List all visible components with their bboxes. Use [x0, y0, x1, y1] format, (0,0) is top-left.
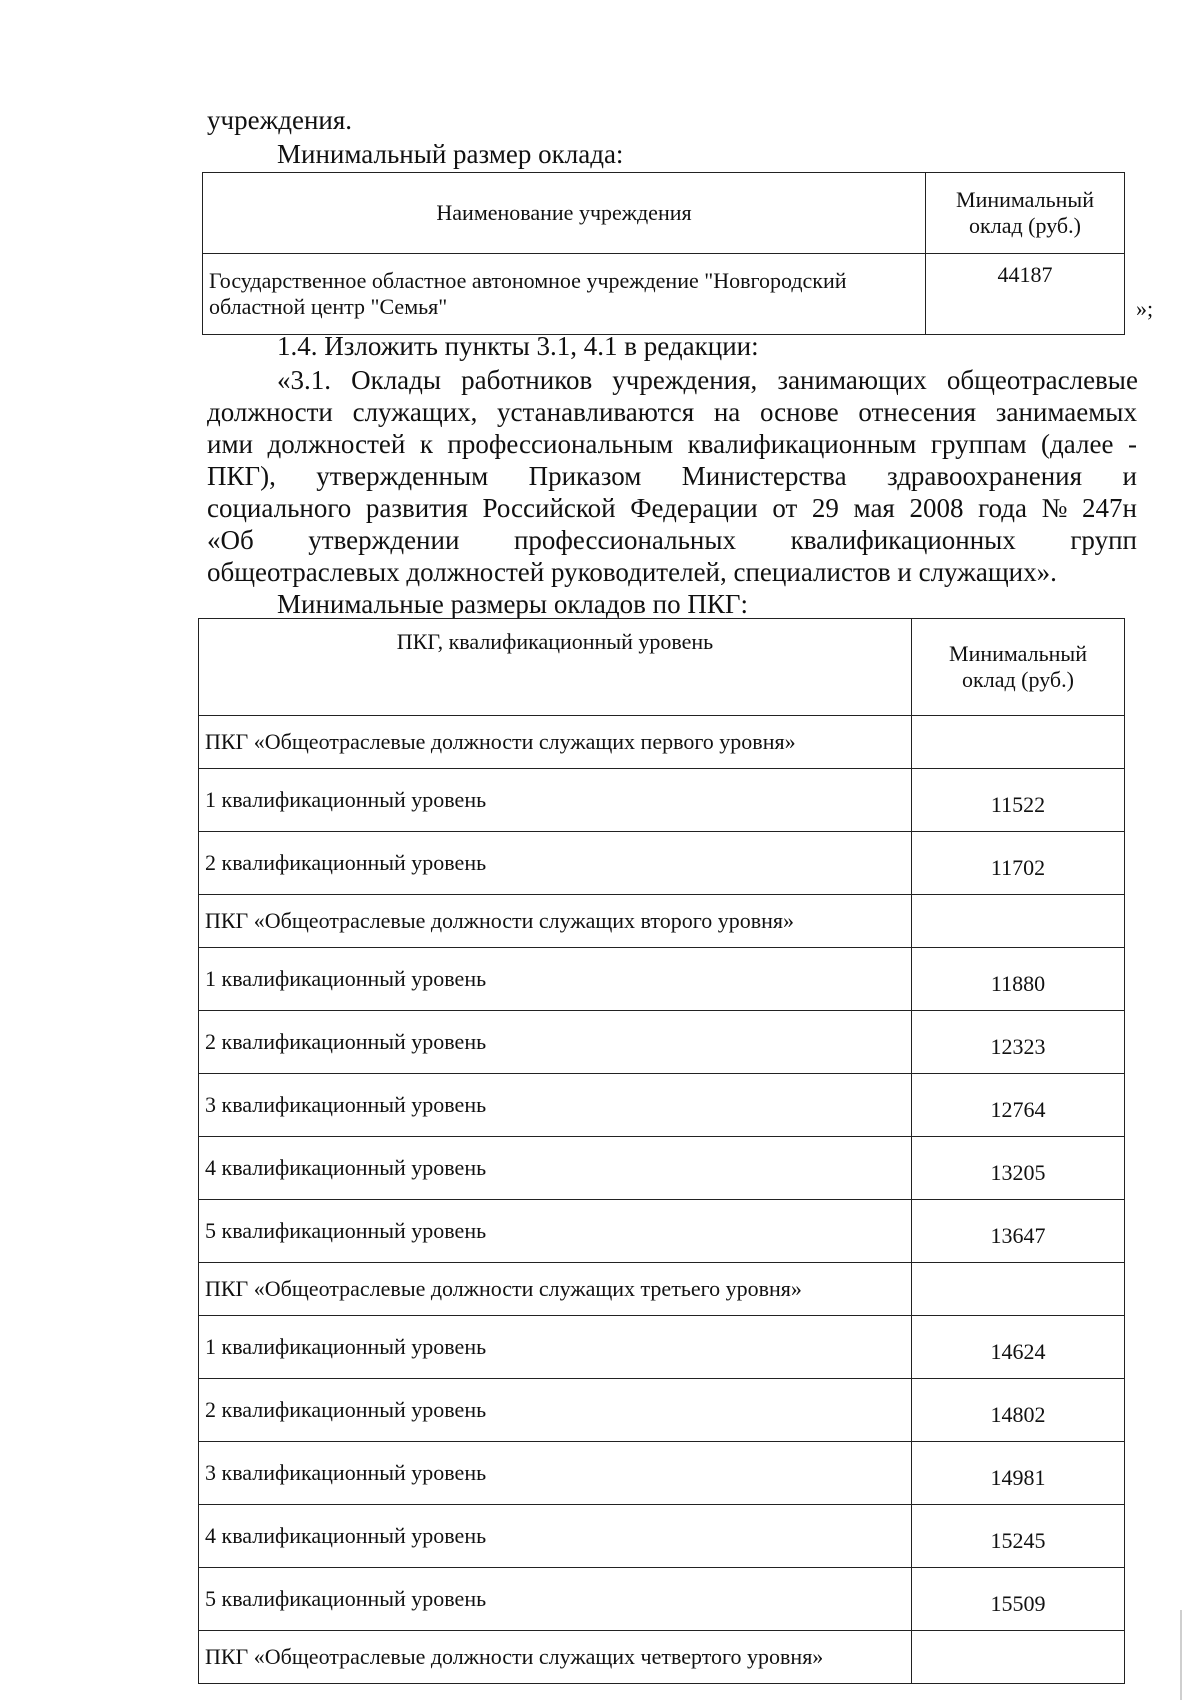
group-header-row [199, 1263, 1125, 1316]
header-institution-name: Наименование учреждения [203, 173, 926, 254]
salary-value-cell: 13647 [912, 1200, 1125, 1263]
table-row [203, 254, 1125, 335]
salary-value-cell: 15245 [912, 1505, 1125, 1568]
salary-value-cell: 11522 [912, 769, 1125, 832]
group-header-row [199, 716, 1125, 769]
table-header-row [199, 619, 1125, 716]
word: занимаемых [995, 397, 1137, 427]
paragraph-line-4 [207, 460, 1137, 492]
word: основе [760, 397, 839, 427]
salary-value-cell [912, 895, 1125, 948]
word: «3.1. [277, 365, 331, 395]
table-row [199, 1442, 1125, 1505]
level-label-cell: ПКГ «Общеотраслевые должности служащих первого уровня» [199, 716, 912, 769]
word: года [978, 493, 1027, 523]
header-min-salary-line-1: Минимальный [949, 641, 1087, 666]
salary-value-cell [912, 716, 1125, 769]
paragraph-line-1 [277, 364, 1138, 396]
table-header-row [203, 173, 1125, 254]
paragraph-line-6 [207, 524, 1137, 556]
level-label-cell: 5 квалификационный уровень [199, 1568, 912, 1631]
word: должности [207, 397, 333, 427]
word: Федерации [630, 493, 758, 523]
word: ПКГ), [207, 461, 276, 491]
table-row [199, 832, 1125, 895]
word: Министерства [681, 461, 847, 491]
word: устанавливаются [497, 397, 695, 427]
salary-value-cell: 13205 [912, 1137, 1125, 1200]
institution-salary-table [202, 172, 1125, 335]
pkg-salary-table [198, 618, 1125, 1684]
table-row [199, 1379, 1125, 1442]
word: учреждения, [612, 365, 758, 395]
word: (далее [1041, 429, 1114, 459]
salary-value-cell [912, 1631, 1125, 1684]
word: Российской [482, 493, 616, 523]
word: квалификационным [687, 429, 917, 459]
header-pkg-level: ПКГ, квалификационный уровень [199, 619, 912, 716]
word: работников [461, 365, 593, 395]
word: и [1122, 461, 1137, 491]
table-row [199, 1200, 1125, 1263]
table-row [199, 1011, 1125, 1074]
header-min-salary-line-1: Минимальный [956, 187, 1094, 212]
table-row [199, 769, 1125, 832]
level-label-cell: 4 квалификационный уровень [199, 1505, 912, 1568]
word: служащих, [352, 397, 478, 427]
table-row [199, 1505, 1125, 1568]
salary-value-cell: 14802 [912, 1379, 1125, 1442]
level-label-cell: 1 квалификационный уровень [199, 769, 912, 832]
table-row [199, 1568, 1125, 1631]
salary-value-cell: 12764 [912, 1074, 1125, 1137]
word: общеотраслевые [946, 365, 1138, 395]
level-label-cell: 1 квалификационный уровень [199, 1316, 912, 1379]
institution-name-cell [203, 254, 926, 335]
word: здравоохранения [887, 461, 1083, 491]
table-row [199, 1316, 1125, 1379]
word: № [1041, 493, 1068, 523]
word: профессиональным [447, 429, 674, 459]
salary-value-cell: 11880 [912, 948, 1125, 1011]
word: развития [365, 493, 468, 523]
word: утверждении [308, 525, 460, 555]
paragraph-line-7: общеотраслевых должностей руководителей, специалистов и служащих». [207, 557, 1057, 587]
level-label-cell: 3 квалификационный уровень [199, 1442, 912, 1505]
header-min-salary-line-2: оклад (руб.) [969, 213, 1081, 238]
table-row [199, 1074, 1125, 1137]
institution-name-line-2: областной центр "Семья" [209, 294, 448, 319]
scan-edge-mark [1180, 1610, 1182, 1700]
header-min-salary [926, 173, 1125, 254]
word: профессиональных [513, 525, 737, 555]
quote-close-mark: »; [1136, 296, 1154, 321]
word: Приказом [528, 461, 642, 491]
word: квалификационных [790, 525, 1016, 555]
group-header-row [199, 895, 1125, 948]
word: - [1127, 429, 1137, 459]
institution-salary-cell: 44187 [926, 254, 1125, 335]
intro-line-1: учреждения. [207, 105, 353, 135]
word: отнесения [858, 397, 977, 427]
level-label-cell: 1 квалификационный уровень [199, 948, 912, 1011]
level-label-cell: ПКГ «Общеотраслевые должности служащих третьего уровня» [199, 1263, 912, 1316]
paragraph-line-3 [207, 428, 1137, 460]
level-label-cell: 2 квалификационный уровень [199, 832, 912, 895]
word: утвержденным [316, 461, 489, 491]
word: к [419, 429, 433, 459]
level-label-cell: 2 квалификационный уровень [199, 1379, 912, 1442]
word: групп [1070, 525, 1137, 555]
word: социального [207, 493, 352, 523]
word: от [772, 493, 798, 523]
section-heading: 1.4. Изложить пункты 3.1, 4.1 в редакции: [277, 331, 759, 361]
salary-value-cell [912, 1263, 1125, 1316]
word: 2008 [909, 493, 964, 523]
salary-value-cell: 11702 [912, 832, 1125, 895]
institution-name-line-1: Государственное областное автономное учреждение "Новгородский [209, 268, 847, 293]
table-row [199, 948, 1125, 1011]
word: «Об [207, 525, 254, 555]
salary-value-cell: 14981 [912, 1442, 1125, 1505]
level-label-cell: ПКГ «Общеотраслевые должности служащих четвертого уровня» [199, 1631, 912, 1684]
word: группам [930, 429, 1027, 459]
header-min-salary [912, 619, 1125, 716]
salary-value-cell: 14624 [912, 1316, 1125, 1379]
table-row [199, 1137, 1125, 1200]
level-label-cell: ПКГ «Общеотраслевые должности служащих второго уровня» [199, 895, 912, 948]
table2-caption: Минимальные размеры окладов по ПКГ: [277, 589, 748, 619]
word: мая [853, 493, 895, 523]
word: занимающих [777, 365, 927, 395]
level-label-cell: 4 квалификационный уровень [199, 1137, 912, 1200]
salary-value-cell: 15509 [912, 1568, 1125, 1631]
group-header-row [199, 1631, 1125, 1684]
word: 247н [1081, 493, 1137, 523]
level-label-cell: 3 квалификационный уровень [199, 1074, 912, 1137]
paragraph-line-5 [207, 492, 1137, 524]
table1-caption: Минимальный размер оклада: [277, 139, 624, 169]
level-label-cell: 5 квалификационный уровень [199, 1200, 912, 1263]
word: Оклады [351, 365, 442, 395]
salary-value-cell: 12323 [912, 1011, 1125, 1074]
word: на [713, 397, 741, 427]
header-min-salary-line-2: оклад (руб.) [962, 667, 1074, 692]
word: должностей [267, 429, 406, 459]
level-label-cell: 2 квалификационный уровень [199, 1011, 912, 1074]
word: 29 [811, 493, 839, 523]
paragraph-line-2 [207, 396, 1137, 428]
word: ими [207, 429, 253, 459]
